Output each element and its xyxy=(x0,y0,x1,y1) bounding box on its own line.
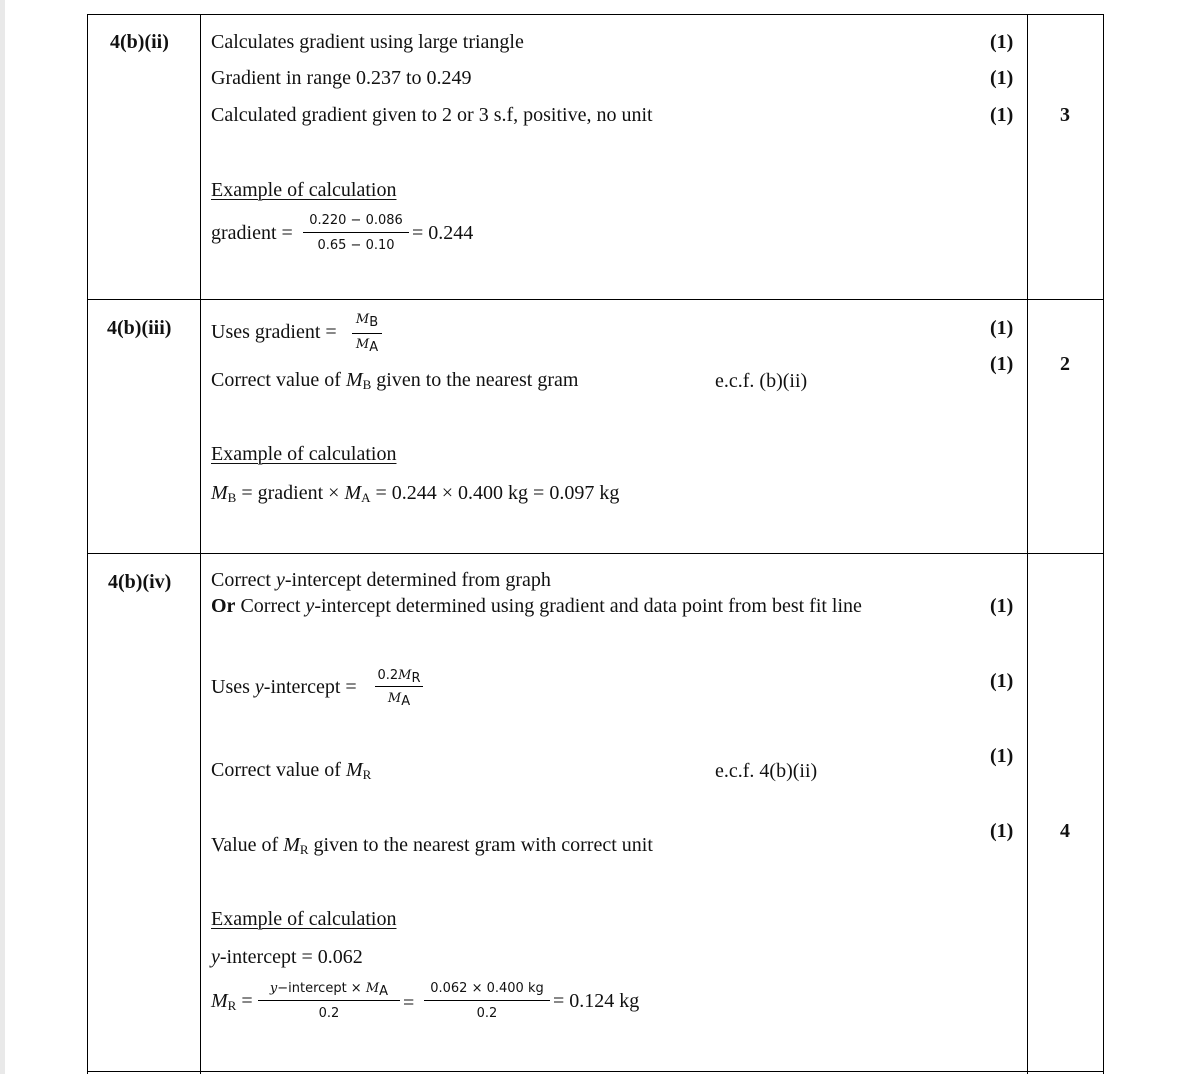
table-right-border xyxy=(1103,14,1104,1074)
mark-value: (1) xyxy=(990,745,1014,767)
fraction-numerator: MB xyxy=(355,312,379,330)
question-ref: 4(b)(ii) xyxy=(110,31,169,53)
criterion-line: Correct value of $M_R$ xyxy=(211,759,372,782)
fraction-denominator: 0.2 xyxy=(318,1006,340,1021)
criterion-line: Value of $M_R$ given to the nearest gram with correct unit xyxy=(211,834,653,857)
example-heading: Example of calculation xyxy=(211,179,397,201)
criterion-line: Uses gradient = xyxy=(211,321,337,343)
question-ref: 4(b)(iv) xyxy=(108,571,172,593)
fraction-denominator: MA xyxy=(355,337,379,355)
question-ref: 4(b)(iii) xyxy=(107,317,172,339)
fraction-bar xyxy=(424,1000,550,1001)
criterion-line: Gradient in range 0.237 to 0.249 xyxy=(211,67,472,89)
mark-value: (1) xyxy=(990,31,1014,53)
left-margin-strip xyxy=(0,0,5,1074)
calc-lhs: gradient = xyxy=(211,222,293,244)
calc-equals: = xyxy=(403,992,415,1014)
fraction-denominator: MA xyxy=(387,691,411,709)
fraction-bar xyxy=(352,333,382,334)
table-bottom-border xyxy=(87,1071,1104,1072)
fraction-denominator: 0.2 xyxy=(476,1006,498,1021)
table-top-border xyxy=(87,14,1104,15)
fraction-numerator: 0.2MR xyxy=(377,668,421,686)
fraction-bar xyxy=(375,686,423,687)
mark-value: (1) xyxy=(990,317,1014,339)
fraction-numerator: 0.062 × 0.400 kg xyxy=(430,981,544,996)
fraction-bar xyxy=(258,1000,400,1001)
criterion-line: Uses y-intercept = xyxy=(211,676,357,698)
total-marks: 3 xyxy=(1060,104,1070,126)
mark-value: (1) xyxy=(990,104,1014,126)
criterion-line: Or Correct y-intercept determined using gradient and data point from best fit line xyxy=(211,595,862,617)
calc-line: $M_B$ = gradient × $M_A = 0.244 \times 0.400$ kg = 0.097 kg xyxy=(211,482,620,505)
criterion-line: Correct value of $M_B$ given to the nearest gram xyxy=(211,369,579,392)
fraction-denominator: 0.65 − 0.10 xyxy=(317,238,395,253)
total-marks: 2 xyxy=(1060,353,1070,375)
ecf-note: e.c.f. 4(b)(ii) xyxy=(715,760,818,782)
criterion-line: Correct y-intercept determined from graph xyxy=(211,569,551,591)
calc-result: = 0.124 kg xyxy=(553,990,640,1012)
criterion-line: Calculated gradient given to 2 or 3 s.f, positive, no unit xyxy=(211,104,653,126)
calc-lhs: $M_R$ = xyxy=(211,990,253,1013)
column-divider xyxy=(1027,14,1028,1074)
mark-value: (1) xyxy=(990,670,1014,692)
fraction-numerator: y−intercept × MA xyxy=(269,981,389,999)
mark-value: (1) xyxy=(990,820,1014,842)
ecf-note: e.c.f. (b)(ii) xyxy=(715,370,808,392)
calc-result: = 0.244 xyxy=(412,222,474,244)
mark-value: (1) xyxy=(990,353,1014,375)
table-left-border xyxy=(87,14,88,1074)
mark-value: (1) xyxy=(990,595,1014,617)
fraction-bar xyxy=(303,232,409,233)
calc-line: y-intercept = 0.062 xyxy=(211,946,363,968)
fraction-numerator: 0.220 − 0.086 xyxy=(309,213,403,228)
column-divider xyxy=(200,14,201,1074)
mark-value: (1) xyxy=(990,67,1014,89)
criterion-line: Calculates gradient using large triangle xyxy=(211,31,524,53)
example-heading: Example of calculation xyxy=(211,908,397,930)
total-marks: 4 xyxy=(1060,820,1070,842)
row-divider xyxy=(87,299,1104,300)
example-heading: Example of calculation xyxy=(211,443,397,465)
row-divider xyxy=(87,553,1104,554)
